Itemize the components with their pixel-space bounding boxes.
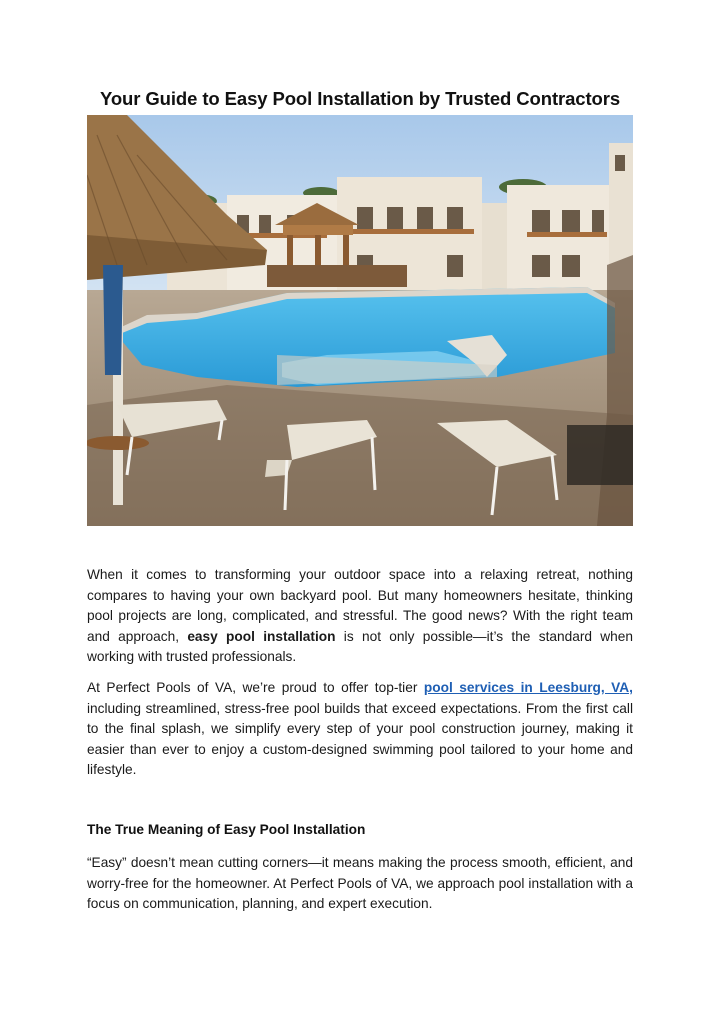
services-text-start: At Perfect Pools of VA, we’re proud to offer top-tier (87, 680, 424, 695)
section-heading: The True Meaning of Easy Pool Installation (87, 822, 366, 837)
page-title: Your Guide to Easy Pool Installation by Trusted Contractors (99, 88, 621, 109)
services-paragraph (87, 678, 633, 781)
intro-bold-phrase: easy pool installation (187, 628, 336, 644)
meaning-paragraph: “Easy” doesn’t mean cutting corners—it means making the process smooth, efficient, and worry-free for the homeowner. At Perfect Pools of VA, we approach pool installation with a focus on communication, planning, and expert execution. (87, 855, 633, 911)
pool-services-link[interactable]: pool services in Leesburg, VA, (423, 680, 633, 695)
intro-paragraph (87, 565, 633, 668)
intro-text-start: When it comes to transforming your outdoor space into a relaxing retreat, nothing compares to having your own backyard pool. But many homeowners hesitate, thinking pool projects are long, complicated, and stressful. The good news? With the right team and approach, (87, 567, 633, 644)
intro-text-end: is not only possible—it’s the standard when working with trusted professionals. (87, 628, 634, 664)
pool-photo-illustration (87, 115, 633, 526)
hero-image (87, 115, 633, 526)
services-text-end: including streamlined, stress-free pool builds that exceed expectations. From the first call to the final splash, we simplify every step of your pool construction journey, making it easier than ever to enjoy a custom-designed swimming pool tailored to your home and lifestyle. (87, 700, 633, 777)
